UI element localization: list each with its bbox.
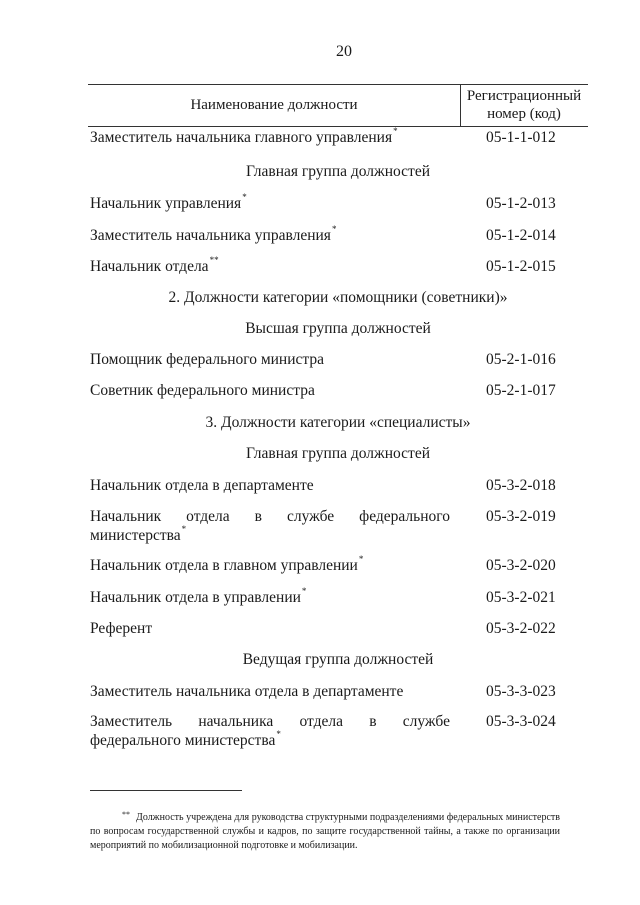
position-name: Начальник отдела в главном управлении* [90,554,364,574]
column-header-name: Наименование должности [190,97,358,113]
position-name-line1: Начальник отдела в службе федерального [90,508,450,525]
position-name: Советник федерального министра [90,382,315,399]
footnote [90,808,560,853]
category-heading: 3. Должности категории «специалисты» [205,414,471,431]
position-name: Референт [90,620,153,637]
footnote-separator [90,790,242,791]
position-code: 05-3-2-019 [486,508,556,525]
position-name: Заместитель начальника главного управления* [90,126,398,146]
position-code: 05-2-1-017 [486,382,556,399]
position-code: 05-3-2-018 [486,477,556,494]
column-header-code-line2: номер (код) [487,106,561,122]
position-code: 05-3-2-020 [486,557,556,574]
position-name-line1: Заместитель начальника отдела в службе [90,713,450,730]
position-code: 05-1-1-012 [486,129,556,146]
position-name [90,507,450,545]
group-heading: Главная группа должностей [245,163,431,180]
position-name: Начальник отдела в департаменте [90,477,314,494]
position-code: 05-3-3-023 [486,683,556,700]
position-code: 05-3-2-021 [486,589,556,606]
position-code: 05-1-2-015 [486,258,556,275]
table-header-bottom-rule [88,126,588,127]
position-code: 05-2-1-016 [486,351,556,368]
position-name: Начальник отдела** [90,255,219,275]
category-heading: 2. Должности категории «помощники (советники)» [168,289,508,306]
position-code: 05-1-2-014 [486,227,556,244]
position-name-line2: министерства [90,527,181,544]
position-name-line2: федерального министерства [90,732,276,749]
footnote-mark: * [242,192,247,202]
position-name [90,712,450,750]
footnote-mark: * [181,524,187,534]
position-name: Начальник управления* [90,192,247,212]
group-heading: Главная группа должностей [245,445,431,462]
column-header-code-line1: Регистрационный [466,88,582,104]
footnote-mark: ** [122,810,130,819]
footnote-mark: ** [209,255,219,265]
footnote-mark: * [331,224,337,234]
position-code: 05-3-2-022 [486,620,556,637]
footnote-text: Должность учреждена для руководства структурными подразделениями федеральных министерств по вопросам государственной службы и кадров, по защите государственной тайны, а также по организации мероприятий по мобилизационной подготовке и мобилизации. [90,812,560,851]
group-heading: Ведущая группа должностей [242,651,434,668]
footnote-mark: * [393,126,398,136]
page-number: 20 [336,43,352,60]
position-name: Начальник отдела в управлении* [90,586,307,606]
column-header-code [460,87,588,123]
group-heading: Высшая группа должностей [245,320,431,337]
position-code: 05-3-3-024 [486,713,556,730]
footnote-mark: * [358,554,364,564]
position-name: Заместитель начальника отдела в департаменте [90,683,404,700]
position-code: 05-1-2-013 [486,195,556,212]
position-name: Заместитель начальника управления* [90,224,337,244]
footnote-mark: * [301,586,307,596]
position-name: Помощник федерального министра [90,351,324,368]
table-top-rule [88,84,588,85]
footnote-mark: * [276,729,281,739]
